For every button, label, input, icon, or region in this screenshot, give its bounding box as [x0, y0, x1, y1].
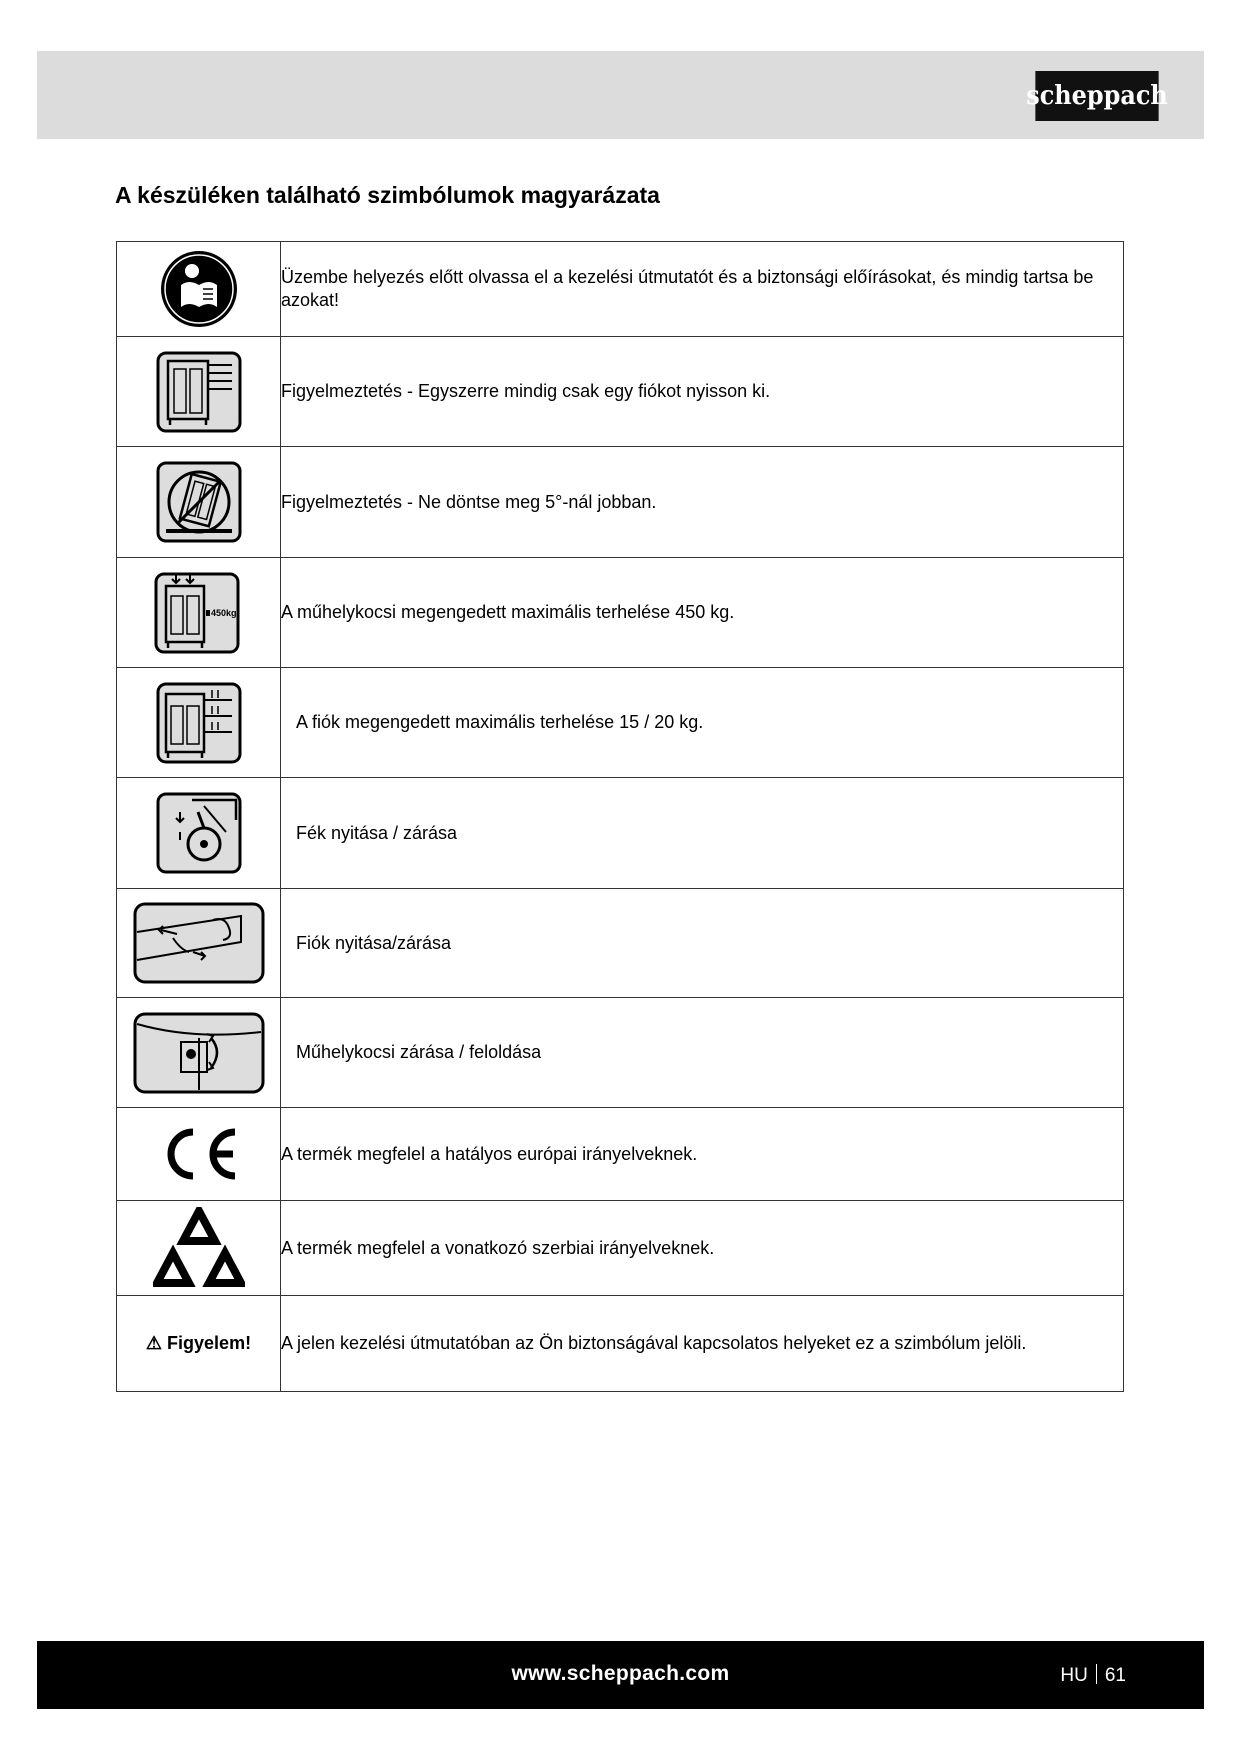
row-text: Figyelmeztetés - Ne döntse meg 5°-nál jobban. — [281, 447, 1124, 558]
symbols-table — [116, 241, 1124, 1392]
drawer-open-close-icon — [133, 902, 265, 984]
footer-url: www.scheppach.com — [511, 1662, 730, 1685]
table-row — [117, 337, 1124, 447]
table-row — [117, 1108, 1124, 1201]
icon-cell — [117, 447, 281, 558]
table-row — [117, 558, 1124, 668]
icon-label: 450kg — [210, 607, 237, 618]
one-drawer-icon — [156, 351, 242, 433]
page-title: A készüléken található szimbólumok magyarázata — [115, 182, 660, 208]
max-load-icon — [154, 572, 244, 654]
table-row — [117, 668, 1124, 778]
table-row — [117, 998, 1124, 1108]
row-text: Műhelykocsi zárása / feloldása — [281, 998, 1124, 1108]
icon-cell — [117, 1201, 281, 1296]
row-text: Üzembe helyezés előtt olvassa el a kezelési útmutatót és a biztonsági előírásokat, és mindig tartsa be azokat! — [281, 242, 1124, 337]
language-code: HU — [1060, 1665, 1088, 1686]
row-text: Fiók nyitása/zárása — [281, 889, 1124, 998]
icon-cell — [117, 1296, 281, 1392]
table-row — [117, 1296, 1124, 1392]
row-text: A jelen kezelési útmutatóban az Ön biztonságával kapcsolatos helyeket ez a szimbólum jelöli. — [281, 1296, 1124, 1392]
icon-cell — [117, 337, 281, 447]
warning-label: ⚠ Figyelem! — [145, 1333, 252, 1353]
row-text: A termék megfelel a vonatkozó szerbiai irányelveknek. — [281, 1201, 1124, 1296]
icon-cell — [117, 778, 281, 889]
brand-logo: scheppach — [1035, 71, 1158, 121]
table-row — [117, 889, 1124, 998]
lock-unlock-icon — [133, 1012, 265, 1094]
icon-cell — [117, 889, 281, 998]
row-text: A műhelykocsi megengedett maximális terhelése 450 kg. — [281, 558, 1124, 668]
icon-cell — [117, 242, 281, 337]
page-num: 61 — [1104, 1665, 1126, 1686]
icon-cell — [117, 558, 281, 668]
ce-mark-icon — [157, 1126, 241, 1182]
footer-band — [37, 1641, 1204, 1709]
page-number — [1060, 1664, 1126, 1687]
table-row — [117, 1201, 1124, 1296]
read-manual-icon — [159, 249, 239, 329]
brake-icon — [156, 792, 242, 874]
header-band — [37, 51, 1204, 139]
row-text: A termék megfelel a hatályos európai irányelveknek. — [281, 1108, 1124, 1201]
row-text: Fék nyitása / zárása — [281, 778, 1124, 889]
separator — [1096, 1664, 1097, 1684]
table-row — [117, 778, 1124, 889]
icon-cell — [117, 668, 281, 778]
table-row — [117, 447, 1124, 558]
drawer-load-icon — [156, 682, 242, 764]
table-row — [117, 242, 1124, 337]
row-text: Figyelmeztetés - Egyszerre mindig csak egy fiókot nyisson ki. — [281, 337, 1124, 447]
serbian-conformity-icon — [153, 1207, 245, 1289]
row-text: A fiók megengedett maximális terhelése 15 / 20 kg. — [281, 668, 1124, 778]
icon-cell — [117, 998, 281, 1108]
no-tilt-icon — [156, 461, 242, 543]
icon-cell — [117, 1108, 281, 1201]
